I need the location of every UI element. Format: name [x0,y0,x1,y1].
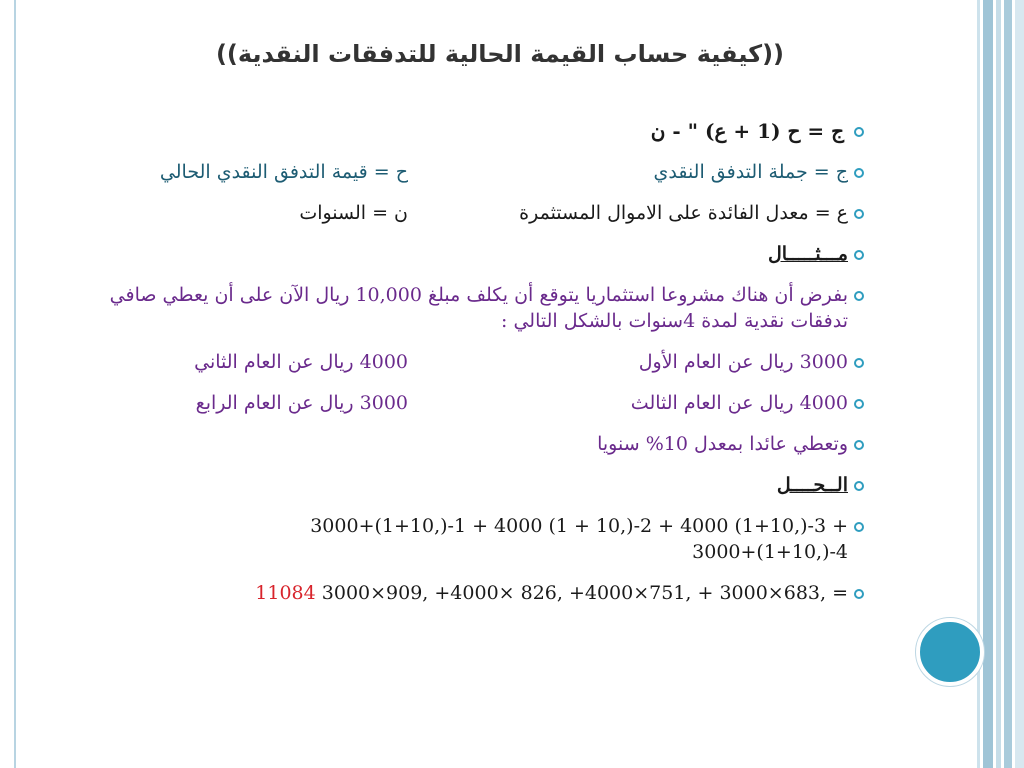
decor-stripe [983,0,993,768]
flows-row [60,349,848,375]
bullet-marker-icon [848,282,870,308]
bullet-example-heading [60,241,870,267]
decor-stripe [1015,0,1024,768]
solution-line-1: 3000+(1+10,)-1 + 4000 (1 + 10,)-2 + 4000 (1+10,)-3 + [310,515,848,537]
bullet-definition-1 [60,159,870,185]
bullet-result [60,580,870,606]
result-value: 11084 [255,582,316,604]
formula-text: ج = ح (1 + ع) " - ن [650,119,844,143]
flow-year-3: 4000 ريال عن العام الثالث [630,392,848,414]
bullet-marker-icon [848,118,870,144]
bullet-marker-icon [848,200,870,226]
bullet-return-rate [60,431,870,457]
bullet-marker-icon [848,390,870,416]
flow-year-4: 3000 ريال عن العام الرابع [195,392,408,414]
return-rate: وتعطي عائدا بمعدل 10% سنويا [597,433,848,455]
result-expression: 3000×909, +4000× 826, +4000×751, + 3000×683, = [321,582,848,604]
bullet-marker-icon [848,349,870,375]
bullet-marker-icon [848,431,870,457]
slide-content [60,118,870,621]
definition-row [60,159,848,185]
bullet-marker-icon [848,580,870,606]
definition-h: ح = قيمة التدفق النقدي الحالي [159,161,408,183]
bullet-marker-icon [848,241,870,267]
bullet-flows-2 [60,390,870,416]
decor-stripe [1004,0,1012,768]
example-text: بفرض أن هناك مشروعا استثماريا يتوقع أن يكلف مبلغ 10,000 ريال الآن على أن يعطي صافي تدفقات نقدية لمدة 4سنوات بالشكل التالي : [109,284,848,332]
solution-line-2: 3000+(1+10,)-4 [692,541,848,563]
decor-stripe [996,0,1001,768]
bullet-definition-2 [60,200,870,226]
left-frame-line [14,0,16,768]
definition-n: ن = السنوات [299,202,408,224]
solution-block [60,513,848,565]
bullet-solution [60,513,870,565]
definition-row [60,200,848,226]
bullet-example-text [60,282,870,334]
flow-year-1: 3000 ريال عن العام الأول [638,351,848,373]
bullet-marker-icon [848,159,870,185]
definition-j: ج = جملة التدفق النقدي [653,161,848,183]
definition-a: ع = معدل الفائدة على الاموال المستثمرة [519,202,848,224]
result-line-inner [255,580,848,606]
bullet-flows-1 [60,349,870,375]
flow-year-2: 4000 ريال عن العام الثاني [194,351,408,373]
solution-heading: الــحــــل [776,474,848,496]
decor-circle [916,618,984,686]
bullet-solution-heading [60,472,870,498]
bullet-marker-icon [848,513,870,539]
bullet-marker-icon [848,472,870,498]
result-line [60,580,848,606]
example-heading: مـــثـــــال [767,243,848,265]
bullet-formula [60,118,870,144]
slide-title: ((كيفية حساب القيمة الحالية للتدفقات النقدية)) [215,40,785,68]
flows-row [60,390,848,416]
